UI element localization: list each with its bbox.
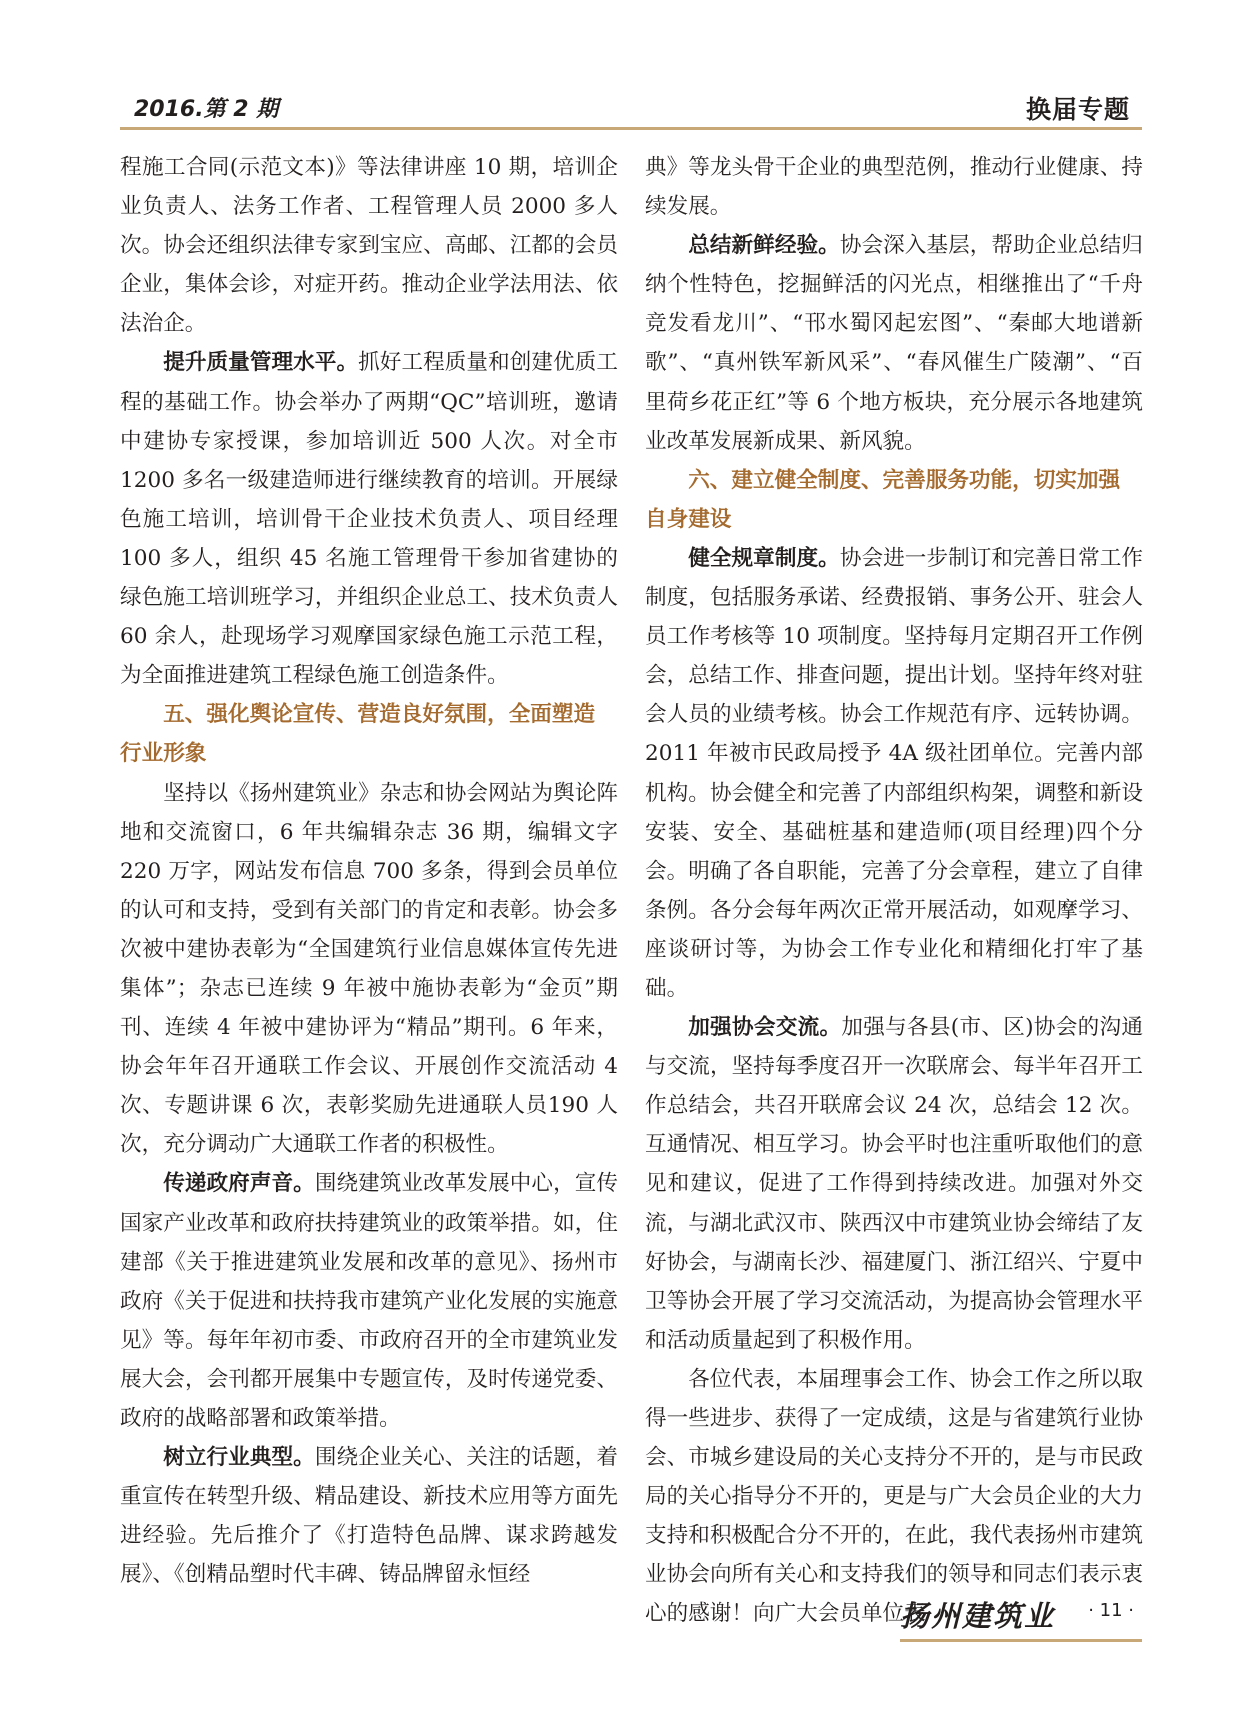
section-heading <box>120 695 618 773</box>
body-paragraph <box>645 148 1143 226</box>
paragraph-lead: 加强协会交流。 <box>688 1015 842 1041</box>
body-paragraph <box>120 148 618 343</box>
page-footer <box>900 1592 1142 1642</box>
paragraph-text: 各位代表，本届理事会工作、协会工作之所以取得一些进步、获得了一定成绩，这是与省建筑行业协会、市城乡建设局的关心支持分不开的，是与市民政局的关心指导分不开的，更是与广大会员企业的大力支持和积极配合分不开的，在此，我代表扬州市建筑业协会向所有关心和支持我们的领导和同志们表示衷心的感谢！向广大会员单位表 <box>645 1366 1143 1627</box>
paragraph-text: 抓好工程质量和创建优质工程的基础工作。协会举办了两期“QC”培训班，邀请中建协专家授课，参加培训近 500 人次。对全市 1200 多名一级建造师进行继续教育的培训。开展绿色施工培训，培训骨干企业技术负责人、项目经理 100 多人，组织 45 名施工管理骨干参加省建协的绿色施工培训班学习，并组织企业总工、技术负责人 60 余人，赴现场学习观摩国家绿色施工示范工程，为全面推进建筑工程绿色施工创造条件。 <box>120 350 618 689</box>
paragraph-lead: 树立行业典型。 <box>163 1445 315 1471</box>
paragraph-text: 坚持以《扬州建筑业》杂志和协会网站为舆论阵地和交流窗口，6 年共编辑杂志 36 期，编辑文字 220 万字，网站发布信息 700 多条，得到会员单位的认可和支持，受到有关部门的肯定和表彰。协会多次被中建协表彰为“全国建筑行业信息媒体宣传先进集体”；杂志已连续 9 年被中施协表彰为“金页”期刊、连续 4 年被中建协评为“精品”期刊。6 年来，协会年年召开通联工作会议、开展创作交流活动 4 次、专题讲课 6 次，表彰奖励先进通联人员190 人次，充分调动广大通联工作者的积极性。 <box>120 780 618 1158</box>
paragraph-lead: 总结新鲜经验。 <box>688 233 840 259</box>
magazine-logo: 扬州建筑业 <box>900 1599 1056 1633</box>
paragraph-text: 程施工合同(示范文本)》等法律讲座 10 期，培训企业负责人、法务工作者、工程管理人员 2000 多人次。协会还组织法律专家到宝应、高邮、江都的会员企业，集体会诊，对症开药。推动企业学法用法、依法治企。 <box>120 155 618 337</box>
body-paragraph <box>645 1008 1143 1360</box>
body-paragraph <box>120 774 618 1165</box>
section-heading-line: 行业形象 <box>120 741 207 767</box>
paragraph-text: 加强与各县(市、区)协会的沟通与交流，坚持每季度召开一次联席会、每半年召开工作总结会，共召开联席会议 24 次，总结会 12 次。互通情况、相互学习。协会平时也注重听取他们的意见和建议，促进了工作得到持续改进。加强对外交流，与湖北武汉市、陕西汉中市建筑业协会缔结了友好协会，与湖南长沙、福建厦门、浙江绍兴、宁夏中卫等协会开展了学习交流活动，为提高协会管理水平和活动质量起到了积极作用。 <box>645 1015 1143 1353</box>
body-paragraph <box>120 1164 618 1438</box>
paragraph-text: 围绕建筑业改革发展中心，宣传国家产业改革和政府扶持建筑业的政策举措。如，住建部《关于推进建筑业发展和改革的意见》、扬州市政府《关于促进和扶持我市建筑产业化发展的实施意见》等。每年年初市委、市政府召开的全市建筑业发展大会，会刊都开展集中专题宣传，及时传递党委、政府的战略部署和政策举措。 <box>120 1171 618 1431</box>
footer-rule <box>900 1639 1142 1642</box>
section-heading <box>645 461 1143 539</box>
paragraph-lead: 传递政府声音。 <box>163 1171 315 1197</box>
paragraph-lead: 健全规章制度。 <box>688 545 840 571</box>
right-column <box>645 148 1143 1634</box>
section-title: 换届专题 <box>1025 95 1130 124</box>
page-number: · 11 · <box>1088 1600 1134 1621</box>
body-paragraph <box>120 343 618 695</box>
section-heading-line: 六、建立健全制度、完善服务功能，切实加强 <box>688 467 1121 493</box>
issue-label: 2016.第 2 期 <box>134 97 279 122</box>
section-heading-line: 自身建设 <box>645 506 732 532</box>
left-column <box>120 148 618 1594</box>
paragraph-text: 协会进一步制订和完善日常工作制度，包括服务承诺、经费报销、事务公开、驻会人员工作考核等 10 项制度。坚持每月定期召开工作例会，总结工作、排查问题，提出计划。坚持年终对驻会人员的业绩考核。协会工作规范有序、远转协调。2011 年被市民政局授予 4A 级社团单位。完善内部机构。协会健全和完善了内部组织构架，调整和新设安装、安全、基础桩基和建造师(项目经理)四个分会。明确了各自职能，完善了分会章程，建立了自律条例。各分会每年两次正常开展活动，如观摩学习、座谈研讨等，为协会工作专业化和精细化打牢了基础。 <box>645 545 1143 1001</box>
page-header <box>120 86 1142 130</box>
header-rule <box>120 127 1142 130</box>
body-paragraph <box>120 1438 618 1594</box>
section-heading-line: 五、强化舆论宣传、营造良好氛围，全面塑造 <box>163 702 596 728</box>
body-paragraph <box>645 226 1143 461</box>
body-paragraph <box>645 539 1143 1008</box>
paragraph-text: 典》等龙头骨干企业的典型范例，推动行业健康、持续发展。 <box>645 155 1143 220</box>
paragraph-text: 协会深入基层，帮助企业总结归纳个性特色，挖掘鲜活的闪光点，相继推出了“千舟竞发看龙川”、“邗水蜀冈起宏图”、“秦邮大地谱新歌”、“真州铁军新风采”、“春风催生广陵潮”、“百里荷乡花正红”等 6 个地方板块，充分展示各地建筑业改革发展新成果、新风貌。 <box>645 233 1143 454</box>
paragraph-lead: 提升质量管理水平。 <box>163 350 359 376</box>
paragraph-text: 围绕企业关心、关注的话题，着重宣传在转型升级、精品建设、新技术应用等方面先进经验。先后推介了《打造特色品牌、谋求跨越发展》、《创精品塑时代丰碑、铸品牌留永恒经 <box>120 1445 618 1588</box>
